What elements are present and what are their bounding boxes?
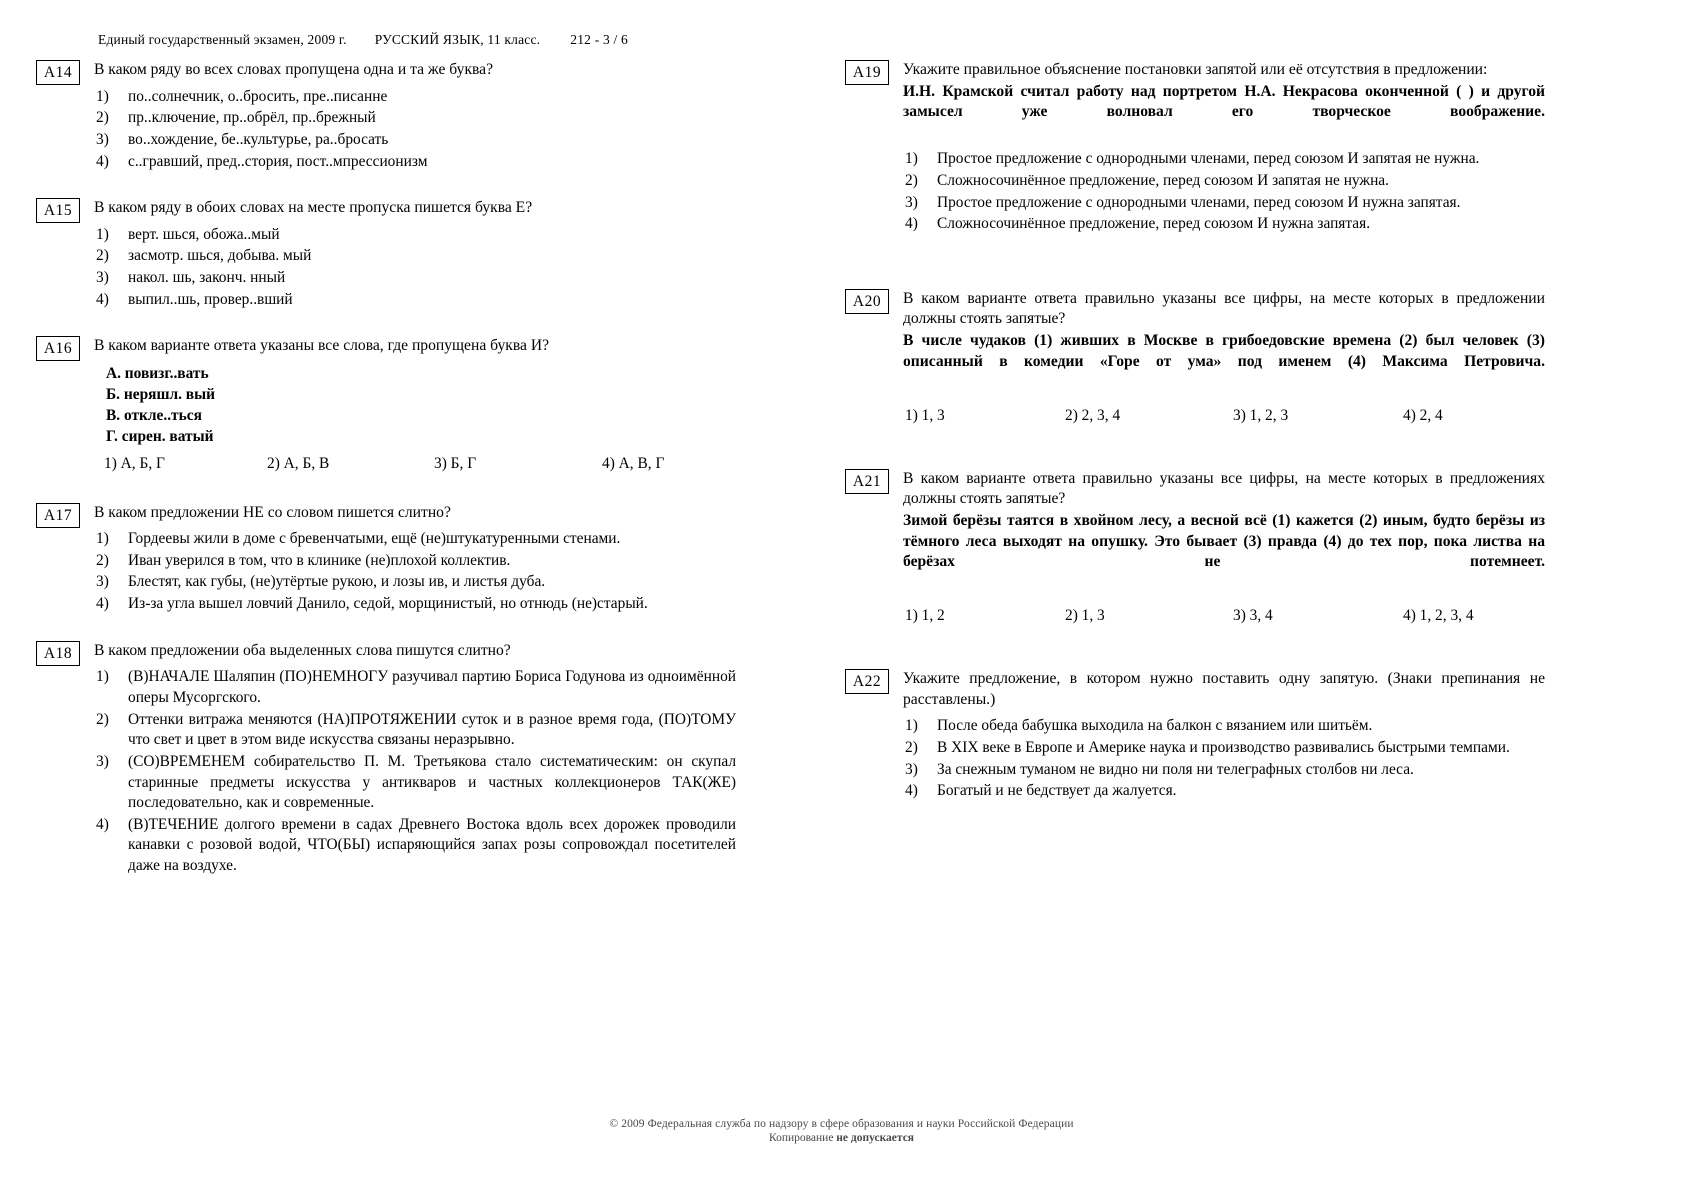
right-column — [845, 60, 1545, 816]
task-code-a16: A16 — [36, 336, 80, 361]
answer-option[interactable]: 2) 1, 3 — [1065, 607, 1105, 625]
task-a20 — [845, 289, 1545, 429]
left-column — [36, 60, 736, 891]
task-stem-a17: В каком предложении НЕ со словом пишется слитно? — [94, 503, 451, 521]
option-text: верт. шься, обожа..мый — [128, 225, 280, 243]
option-number: 2) — [96, 551, 109, 569]
option-item[interactable] — [94, 268, 736, 289]
option-item[interactable] — [903, 781, 1545, 802]
option-number: 1) — [905, 717, 918, 735]
option-item[interactable] — [94, 108, 736, 129]
answer-option[interactable]: 1) А, Б, Г — [104, 454, 165, 472]
option-item[interactable] — [94, 815, 736, 877]
option-item[interactable] — [903, 214, 1545, 235]
option-item[interactable] — [903, 149, 1545, 170]
option-text: Сложносочинённое предложение, перед союзом И запятая не нужна. — [937, 171, 1389, 189]
page-footer — [0, 1118, 1683, 1144]
option-text: накол. шь, законч. нный — [128, 269, 286, 286]
option-number: 2) — [96, 109, 109, 127]
option-number: 4) — [96, 595, 109, 613]
option-item[interactable] — [94, 529, 736, 550]
task-code-a22: A22 — [845, 669, 889, 694]
answer-option[interactable]: 2) А, Б, В — [267, 454, 330, 472]
task-stem-a21: В каком варианте ответа правильно указаны все цифры, на месте которых в предложениях должны стоять запятые? — [903, 469, 1545, 508]
option-text: Иван уверился в том, что в клинике (не)плохой коллектив. — [128, 551, 511, 569]
option-item[interactable] — [94, 87, 736, 108]
task-code-a19: A19 — [845, 60, 889, 85]
footer-notice-text: Копирование — [768, 1132, 837, 1144]
header-page-number: 212 - 3 / 6 — [570, 32, 628, 47]
task-stem-a14: В каком ряду во всех словах пропущена одна и та же буква? — [94, 61, 494, 78]
option-item[interactable] — [903, 171, 1545, 192]
option-item[interactable] — [94, 572, 736, 593]
header-left: Единый государственный экзамен, 2009 г. — [98, 32, 347, 47]
option-text: пр..ключение, пр..обрёл, пр..брежный — [128, 109, 376, 127]
option-item[interactable] — [903, 760, 1545, 781]
option-item[interactable] — [94, 752, 736, 814]
option-list-a18 — [94, 667, 736, 876]
footer-notice-emphasis: не допускается — [836, 1132, 915, 1144]
option-number: 2) — [905, 739, 918, 757]
option-text: Блестят, как губы, (не)утёртые рукою, и лозы ив, и листья дуба. — [128, 573, 546, 591]
footer-notice — [0, 1132, 1683, 1144]
option-number: 1) — [96, 225, 109, 243]
option-list-a19 — [903, 149, 1545, 235]
option-number: 1) — [96, 668, 109, 686]
option-text: Оттенки витража меняются (НА)ПРОТЯЖЕНИИ суток и в разное время года, (ПО)ТОМУ что свет и цвет в этом виде искусства связаны неразрывно. — [128, 710, 736, 749]
answer-option[interactable]: 2) 2, 3, 4 — [1065, 406, 1121, 424]
answer-option[interactable]: 3) 1, 2, 3 — [1233, 406, 1289, 424]
option-text: Из-за угла вышел ловчий Данило, седой, морщинистый, но отнюдь (не)старый. — [128, 595, 648, 613]
option-text: выпил..шь, провер..вший — [128, 290, 293, 308]
option-text: по..солнечник, о..бросить, пре..писанне — [128, 87, 388, 105]
option-text: во..хождение, бе..культурье, ра..бросать — [128, 130, 389, 148]
option-list-a15 — [94, 225, 736, 311]
task-code-a20: A20 — [845, 289, 889, 314]
task-stem-a19: Укажите правильное объяснение постановки запятой или её отсутствия в предложении: — [903, 61, 1488, 78]
footer-copyright: © 2009 Федеральная служба по надзору в сфере образования и науки Российской Федерации — [609, 1118, 1074, 1130]
task-a21 — [845, 469, 1545, 629]
answer-row-a16 — [94, 455, 736, 477]
option-number: 3) — [96, 130, 109, 148]
option-number: 4) — [96, 815, 109, 833]
option-number: 3) — [96, 573, 109, 591]
answer-option[interactable]: 4) 2, 4 — [1403, 406, 1443, 424]
option-item[interactable] — [94, 551, 736, 572]
task-code-a17: A17 — [36, 503, 80, 528]
option-text: После обеда бабушка выходила на балкон с вязанием или шитьём. — [937, 717, 1373, 735]
option-item[interactable] — [94, 130, 736, 151]
task-a19 — [845, 60, 1545, 235]
task-stem-a22: Укажите предложение, в котором нужно поставить одну запятую. (Знаки препинания не расставлены.) — [903, 670, 1545, 708]
option-number: 3) — [96, 269, 109, 286]
option-item[interactable] — [94, 710, 736, 751]
task-code-a18: A18 — [36, 641, 80, 666]
answer-option[interactable]: 1) 1, 2 — [905, 607, 945, 625]
option-item[interactable] — [94, 290, 736, 311]
task-code-a15: A15 — [36, 198, 80, 223]
task-quote-a20: В числе чудаков (1) живших в Москве в грибоедовские времена (2) был человек (3) описанный в комедии «Горе от ума» под именем (4) Максима Петровича. — [903, 332, 1545, 370]
option-list-a14 — [94, 87, 736, 173]
option-number: 2) — [905, 171, 918, 189]
option-text: (В)ТЕЧЕНИЕ долгого времени в садах Древнего Востока вдоль всех дорожек проводили канавки с розовой водой, ЧТО(БЫ) испаряющийся запах розы сопровождал посетителей даже на воздухе. — [128, 815, 736, 875]
task-a22 — [845, 669, 1545, 802]
page-header — [98, 32, 628, 48]
option-number: 3) — [905, 193, 918, 211]
option-text: (В)НАЧАЛЕ Шаляпин (ПО)НЕМНОГУ разучивал партию Бориса Годунова из одноимённой оперы Мусоргского. — [128, 668, 736, 706]
option-list-a22 — [903, 716, 1545, 802]
task-stem-a15: В каком ряду в обоих словах на месте пропуска пишется буква Е? — [94, 199, 533, 217]
task-a18 — [36, 641, 736, 877]
task-a17 — [36, 503, 736, 615]
header-middle: РУССКИЙ ЯЗЫК, 11 класс. — [374, 32, 541, 47]
answer-option[interactable]: 3) Б, Г — [434, 454, 477, 472]
option-text: За снежным туманом не видно ни поля ни телеграфных столбов ни леса. — [937, 760, 1414, 778]
option-list-a17 — [94, 529, 736, 615]
option-number: 3) — [96, 752, 109, 770]
letter-item: А. повизг..вать — [106, 364, 209, 382]
option-text: Сложносочинённое предложение, перед союзом И нужна запятая. — [937, 215, 1371, 233]
option-text: В XIX веке в Европе и Америке наука и производство развивались быстрыми темпами. — [937, 739, 1510, 757]
task-code-a21: A21 — [845, 469, 889, 494]
task-stem-a16: В каком варианте ответа указаны все слова, где пропущена буква И? — [94, 337, 550, 355]
option-text: Богатый и не бедствует да жалуется. — [937, 782, 1177, 800]
answer-row-a21 — [903, 607, 1545, 629]
option-item[interactable] — [903, 193, 1545, 214]
option-item[interactable] — [903, 716, 1545, 737]
task-stem-a20: В каком варианте ответа правильно указаны все цифры, на месте которых в предложении должны стоять запятые? — [903, 289, 1545, 328]
task-quote-a19: И.Н. Крамской считал работу над портретом Н.А. Некрасова оконченной ( ) и другой замысел уже волновал его творческое воображение. — [903, 82, 1545, 121]
option-number: 1) — [96, 530, 109, 548]
task-a15 — [36, 198, 736, 310]
task-a16 — [36, 336, 736, 476]
option-text: Гордеевы жили в доме с бревенчатыми, ещё (не)штукатуренными стенами. — [128, 530, 621, 548]
answer-option[interactable]: 1) 1, 3 — [905, 406, 945, 424]
task-code-a14: A14 — [36, 60, 80, 85]
option-number: 3) — [905, 760, 918, 778]
option-text: Простое предложение с однородными членами, перед союзом И нужна запятая. — [937, 193, 1461, 211]
task-stem-a18: В каком предложении оба выделенных слова пишутся слитно? — [94, 641, 511, 659]
option-number: 1) — [96, 87, 109, 105]
option-text: Простое предложение с однородными членами, перед союзом И запятая не нужна. — [937, 150, 1480, 168]
letter-item: В. откле..ться — [106, 406, 202, 424]
option-text: (СО)ВРЕМЕНЕМ собирательство П. М. Третьякова стало систематическим: он скупал старинные предметы искусства у антикваров и частных коллекционеров ТАК(ЖЕ) последовательно, как и современные. — [128, 752, 736, 812]
option-item[interactable] — [903, 738, 1545, 759]
option-number: 2) — [96, 247, 109, 265]
task-a14 — [36, 60, 736, 172]
option-number: 4) — [96, 152, 109, 170]
letter-list-a16 — [106, 364, 736, 448]
letter-item: Г. сирен. ватый — [106, 427, 214, 445]
option-number: 4) — [96, 290, 109, 308]
answer-row-a20 — [903, 407, 1545, 429]
option-text: засмотр. шься, добыва. мый — [128, 247, 312, 265]
option-item[interactable] — [94, 152, 736, 173]
answer-option[interactable]: 4) 1, 2, 3, 4 — [1403, 607, 1474, 625]
option-item[interactable] — [94, 594, 736, 615]
answer-option[interactable]: 4) А, В, Г — [602, 454, 665, 472]
option-number: 4) — [905, 215, 918, 233]
option-item[interactable] — [94, 667, 736, 708]
option-item[interactable] — [94, 225, 736, 246]
option-number: 1) — [905, 150, 918, 168]
option-text: с..гравший, пред..стория, пост..мпрессионизм — [128, 152, 428, 170]
task-quote-a21: Зимой берёзы таятся в хвойном лесу, а весной всё (1) кажется (2) иным, будто берёзы из тёмного леса выходят на опушку. Это бывает (3) правда (4) до тех пор, пока листва на берёзах не потемнеет. — [903, 511, 1545, 571]
answer-option[interactable]: 3) 3, 4 — [1233, 607, 1273, 625]
option-number: 2) — [96, 710, 109, 728]
letter-item: Б. неряшл. вый — [106, 385, 215, 403]
option-number: 4) — [905, 782, 918, 800]
option-item[interactable] — [94, 246, 736, 267]
